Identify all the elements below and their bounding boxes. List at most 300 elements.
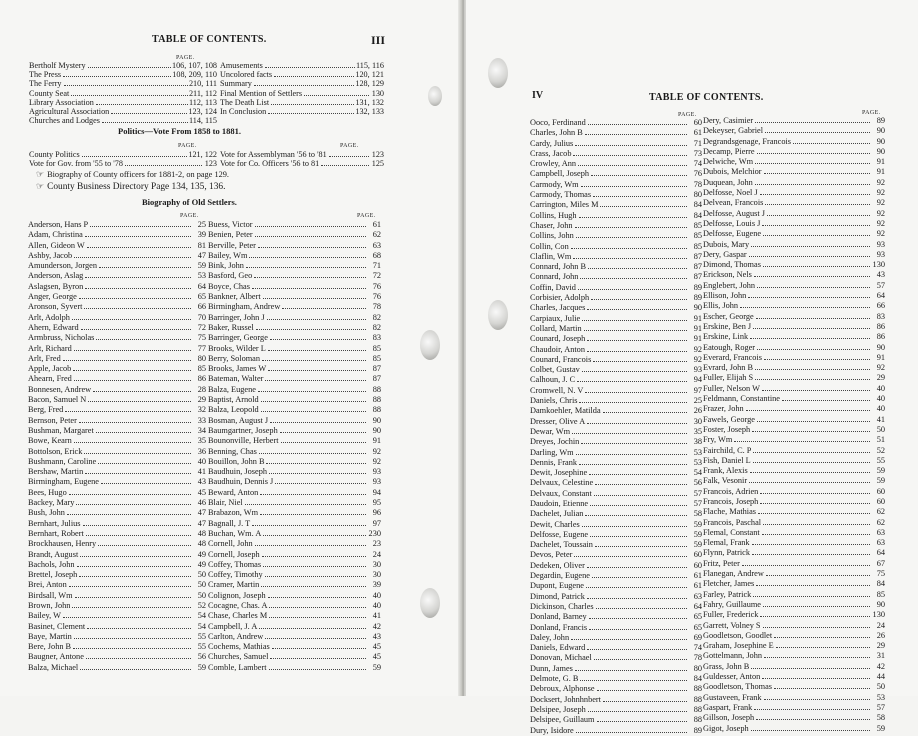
entry-name: Fahry, Guillaume xyxy=(703,599,761,609)
toc-entry xyxy=(208,591,381,601)
entry-name: Delvaux, Constant xyxy=(530,488,592,498)
toc-entry xyxy=(530,427,702,437)
leader-dots xyxy=(275,483,366,484)
entry-name: Charles, John B xyxy=(530,128,583,138)
toc-entry xyxy=(208,457,381,467)
leader-dots xyxy=(765,204,870,205)
entry-page: 90 xyxy=(372,415,381,425)
entry-page: 57 xyxy=(876,280,885,290)
toc-entry xyxy=(208,632,381,642)
entry-page: 59 xyxy=(197,662,206,672)
leader-dots xyxy=(255,236,366,237)
entry-page: 39 xyxy=(197,230,206,240)
entry-name: Balza, Eugene xyxy=(208,384,256,394)
entry-page: 24 xyxy=(876,620,885,630)
leader-dots xyxy=(748,297,870,298)
entry-name: Brettel, Joseph xyxy=(28,570,78,580)
leader-dots xyxy=(69,494,191,495)
entry-name: Baudhuin, Joseph xyxy=(208,467,267,477)
entry-page: 58 xyxy=(693,509,702,519)
leader-dots xyxy=(587,567,687,568)
entry-name: Armbruss, Nicholas xyxy=(28,333,95,343)
entry-page: 89 xyxy=(693,282,702,292)
toc-entry xyxy=(208,467,381,477)
entry-name: Donland, Francis xyxy=(530,622,588,632)
toc-entry xyxy=(208,426,381,436)
toc-entry xyxy=(703,631,885,641)
entry-page: 58 xyxy=(876,713,885,723)
leader-dots xyxy=(282,308,366,309)
toc-entry xyxy=(208,436,381,446)
leader-dots xyxy=(266,463,366,464)
leader-dots xyxy=(88,401,191,402)
toc-entry xyxy=(220,79,384,88)
toc-entry xyxy=(28,405,206,415)
entry-name: Counard, Francois xyxy=(530,354,592,364)
entry-page: 108, 209, 110 xyxy=(172,70,217,80)
col-header: PAGE. xyxy=(340,143,359,149)
entry-name: Apple, Jacob xyxy=(28,364,72,374)
toc-entry xyxy=(28,333,206,343)
leader-dots xyxy=(74,442,191,443)
leader-dots xyxy=(249,257,366,258)
bio-officers-note xyxy=(36,169,229,180)
entry-page: 41 xyxy=(197,467,206,477)
entry-name: Balza, Leopold xyxy=(208,405,259,415)
entry-page: 62 xyxy=(876,517,885,527)
entry-page: 85 xyxy=(372,353,381,363)
toc-entry xyxy=(530,396,702,406)
entry-page: 30 xyxy=(372,570,381,580)
entry-name: Dimond, Thomas xyxy=(703,260,761,270)
leader-dots xyxy=(596,608,687,609)
toc-entry xyxy=(208,374,381,384)
entry-page: 91 xyxy=(876,167,885,177)
entry-page: 85 xyxy=(876,589,885,599)
entry-page: 40 xyxy=(876,404,885,414)
leader-dots xyxy=(96,104,188,105)
entry-name: Cromwell, N. V xyxy=(530,385,584,395)
toc-entry xyxy=(703,219,885,229)
leader-dots xyxy=(573,258,687,259)
toc-entry xyxy=(29,70,217,79)
entry-page: 42 xyxy=(876,661,885,671)
entry-page: 51 xyxy=(876,435,885,445)
entry-page: 59 xyxy=(693,540,702,550)
entry-page: 36 xyxy=(197,446,206,456)
entry-page: 67 xyxy=(876,558,885,568)
toc-entry xyxy=(703,528,885,538)
entry-name: Everard, Francois xyxy=(703,352,762,362)
entry-name: Cardy, Julius xyxy=(530,138,574,148)
entry-name: Degardin, Eugene xyxy=(530,571,590,581)
toc-entry xyxy=(530,695,702,705)
leader-dots xyxy=(578,289,687,290)
leader-dots xyxy=(281,442,366,443)
entry-page: 130 xyxy=(371,88,384,98)
leader-dots xyxy=(579,217,687,218)
leader-dots xyxy=(63,617,191,618)
leader-dots xyxy=(81,329,191,330)
entry-page: 210, 111 xyxy=(188,79,217,89)
toc-entry xyxy=(703,373,885,383)
leader-dots xyxy=(576,237,687,238)
leader-dots xyxy=(579,464,687,465)
entry-page: 50 xyxy=(197,590,206,600)
toc-entry xyxy=(530,200,702,210)
entry-page: 85 xyxy=(372,343,381,353)
entry-name: Duquean, John xyxy=(703,177,753,187)
toc-entry xyxy=(208,271,381,281)
entry-name: Churches and Lodges xyxy=(29,116,100,126)
leader-dots xyxy=(73,648,191,649)
entry-page: 68 xyxy=(372,250,381,260)
entry-page: 81 xyxy=(197,240,206,250)
entry-page: 93 xyxy=(876,249,885,259)
leader-dots xyxy=(259,628,366,629)
toc-entry xyxy=(28,374,206,384)
entry-name: Carmody, Thomas xyxy=(530,190,592,200)
leader-dots xyxy=(329,156,369,157)
toc-entry xyxy=(530,633,702,643)
entry-page: 48 xyxy=(197,528,206,538)
entry-name: Bonnesen, Andrew xyxy=(28,384,92,394)
leader-dots xyxy=(82,156,188,157)
entry-page: 76 xyxy=(372,292,381,302)
toc-entry xyxy=(208,241,381,251)
leader-dots xyxy=(755,184,870,185)
entry-name: Basinet, Clement xyxy=(28,621,86,631)
toc-entry xyxy=(29,98,217,107)
entry-name: Francois, Joseph xyxy=(703,496,759,506)
entry-page: 56 xyxy=(693,478,702,488)
entry-page: 125 xyxy=(371,159,384,169)
toc-entry xyxy=(28,323,206,333)
leader-dots xyxy=(776,647,870,648)
toc-entry xyxy=(703,167,885,177)
toc-entry xyxy=(703,559,885,569)
toc-entry xyxy=(28,447,206,457)
leader-dots xyxy=(74,380,191,381)
entry-page: 230 xyxy=(368,528,381,538)
entry-name: Guldesser, Anton xyxy=(703,672,761,682)
entry-page: 29 xyxy=(197,395,206,405)
leader-dots xyxy=(755,122,870,123)
toc-entry xyxy=(530,221,702,231)
entry-name: Brockhausen, Henry xyxy=(28,539,97,549)
entry-page: 92 xyxy=(876,208,885,218)
col-header: PAGE. xyxy=(178,143,197,149)
toc-entry xyxy=(530,169,702,179)
leader-dots xyxy=(575,145,687,146)
entry-name: Campbell, J. A xyxy=(208,621,258,631)
entry-page: 84 xyxy=(693,210,702,220)
entry-page: 54 xyxy=(693,468,702,478)
toc-entry xyxy=(28,601,206,611)
entry-name: Ahearn, Fred xyxy=(28,374,72,384)
leader-dots xyxy=(751,730,870,731)
entry-page: 96 xyxy=(372,508,381,518)
entry-name: County Seat xyxy=(29,88,70,98)
entry-name: Barringer, John J xyxy=(208,312,265,322)
entry-name: Arlt, Fred xyxy=(28,353,61,363)
leader-dots xyxy=(85,236,191,237)
leader-dots xyxy=(753,462,870,463)
leader-dots xyxy=(271,104,354,105)
entry-name: Brooks, James W xyxy=(208,364,267,374)
entry-name: Amusements xyxy=(220,61,263,70)
leader-dots xyxy=(268,113,354,114)
leader-dots xyxy=(268,597,366,598)
entry-page: 26 xyxy=(693,406,702,416)
toc-entry xyxy=(703,610,885,620)
entry-page: 92 xyxy=(876,229,885,239)
entry-name: Donland, Barney xyxy=(530,612,587,622)
leader-dots xyxy=(125,165,202,166)
entry-name: Dury, Isidore xyxy=(530,725,574,735)
entry-page: 60 xyxy=(693,118,702,127)
entry-name: Dreyes, Jochin xyxy=(530,437,580,447)
entry-name: Dewar, Wm xyxy=(530,426,571,436)
toc-entry xyxy=(28,519,206,529)
leader-dots xyxy=(764,359,870,360)
entry-name: Baye, Martin xyxy=(28,631,72,641)
toc-entry xyxy=(29,79,217,88)
entry-name: Chaser, John xyxy=(530,220,573,230)
toc-entry xyxy=(703,662,885,672)
toc-entry xyxy=(703,621,885,631)
entry-page: 70 xyxy=(197,312,206,322)
toc-entry xyxy=(703,538,885,548)
entry-page: 60 xyxy=(876,486,885,496)
toc-entry xyxy=(530,592,702,602)
entry-page: 30 xyxy=(372,559,381,569)
entry-page: 85 xyxy=(693,241,702,251)
leader-dots xyxy=(589,618,687,619)
entry-name: Birdsall, Wm xyxy=(28,590,73,600)
bio-title: Biography of Old Settlers. xyxy=(142,197,237,207)
toc-entry xyxy=(703,157,885,167)
entry-page: 43 xyxy=(876,270,885,280)
entry-name: Dubois, Mary xyxy=(703,239,750,249)
entry-name: Arlt, Richard xyxy=(28,343,72,353)
toc-entry xyxy=(28,580,206,590)
entry-name: Carrington, Miles M xyxy=(530,200,599,210)
entry-name: Library Association xyxy=(29,97,94,107)
entry-name: Ooco, Ferdinand xyxy=(530,118,586,127)
leader-dots xyxy=(742,565,870,566)
entry-name: Basford, Geo xyxy=(208,271,253,281)
toc-entry xyxy=(703,301,885,311)
entry-name: The Death List xyxy=(220,97,270,107)
entry-page: 77 xyxy=(197,343,206,353)
entry-page: 80 xyxy=(197,353,206,363)
entry-page: 44 xyxy=(876,672,885,682)
entry-name: Brei, Anton xyxy=(28,580,67,590)
entry-page: 65 xyxy=(693,622,702,632)
pointing-hand-icon: ☞ xyxy=(36,181,45,191)
leader-dots xyxy=(587,598,687,599)
entry-page: 94 xyxy=(693,375,702,385)
leader-dots xyxy=(588,124,687,125)
entry-name: Blair, Niel xyxy=(208,498,243,508)
entry-name: Daudoin, Etienne xyxy=(530,498,589,508)
entry-name: Berville, Peter xyxy=(208,240,256,250)
entry-name: Bernhart, Julius xyxy=(28,518,81,528)
leader-dots xyxy=(268,370,366,371)
entry-name: Aslagsen, Byron xyxy=(28,281,84,291)
leader-dots xyxy=(79,298,191,299)
toc-entry xyxy=(208,333,381,343)
toc-entry xyxy=(703,579,885,589)
entry-name: Brown, John xyxy=(28,600,71,610)
leader-dots xyxy=(111,113,187,114)
toc-entry xyxy=(530,293,702,303)
col-header: PAGE. xyxy=(180,213,199,219)
toc-entry xyxy=(703,466,885,476)
leader-dots xyxy=(274,76,354,77)
entry-name: Bushman, Margaret xyxy=(28,425,94,435)
entry-name: Fry, Wm xyxy=(703,435,733,445)
entry-page: 97 xyxy=(372,518,381,528)
entry-name: Delsipee, Guillaum xyxy=(530,715,595,725)
leader-dots xyxy=(603,701,687,702)
entry-name: Flynn, Patrick xyxy=(703,548,751,558)
toc-entry xyxy=(703,147,885,157)
toc-entry xyxy=(220,98,384,107)
entry-name: Bateman, Walter xyxy=(208,374,264,384)
entry-name: Flache, Mathias xyxy=(703,507,756,517)
entry-name: Francois, Adrien xyxy=(703,486,759,496)
toc-entry xyxy=(28,395,206,405)
entry-page: 78 xyxy=(372,302,381,312)
entry-name: Bink, John xyxy=(208,261,244,271)
entry-name: Bershaw, Martin xyxy=(28,467,84,477)
toc-entry xyxy=(208,529,381,539)
entry-name: Delfosse, Louis J xyxy=(703,218,761,228)
entry-page: 93 xyxy=(876,239,885,249)
leader-dots xyxy=(753,596,870,597)
entry-page: 59 xyxy=(876,723,885,733)
leader-dots xyxy=(84,308,191,309)
toc-entry xyxy=(208,622,381,632)
toc-entry xyxy=(530,623,702,633)
entry-name: Bouillon, John B xyxy=(208,456,265,466)
entry-page: 53 xyxy=(693,457,702,467)
toc-entry xyxy=(208,282,381,292)
toc-entry xyxy=(703,476,885,486)
leader-dots xyxy=(749,482,870,483)
right-page-number: IV xyxy=(532,90,544,101)
entry-page: 35 xyxy=(693,426,702,436)
toc-entry xyxy=(208,302,381,312)
leader-dots xyxy=(587,423,687,424)
entry-page: 63 xyxy=(876,538,885,548)
toc-entry xyxy=(28,457,206,467)
entry-name: Dachelet, Julian xyxy=(530,509,584,519)
leader-dots xyxy=(764,699,870,700)
entry-page: 40 xyxy=(876,394,885,404)
entry-page: 90 xyxy=(693,303,702,313)
leader-dots xyxy=(579,402,687,403)
leader-dots xyxy=(256,329,366,330)
toc-entry xyxy=(208,663,381,673)
entry-name: Connard, John xyxy=(530,272,579,282)
leader-dots xyxy=(752,431,870,432)
entry-name: Summary xyxy=(220,79,252,89)
entry-name: Final Mention of Settlers xyxy=(220,88,303,98)
toc-entry xyxy=(530,448,702,458)
entry-page: 54 xyxy=(197,611,206,621)
toc-entry xyxy=(703,240,885,250)
entry-name: Gaspart, Frank xyxy=(703,702,753,712)
entry-name: Benning, Chas xyxy=(208,446,257,456)
toc-entry xyxy=(208,395,381,405)
leader-dots xyxy=(261,586,366,587)
entry-name: Dewit, Josephine xyxy=(530,468,588,478)
entry-name: Corbisier, Adolph xyxy=(530,293,590,303)
toc-entry xyxy=(703,590,885,600)
entry-page: 61 xyxy=(693,571,702,581)
leader-dots xyxy=(96,339,191,340)
entry-page: 83 xyxy=(372,333,381,343)
entry-page: 92 xyxy=(876,198,885,208)
toc-entry xyxy=(703,209,885,219)
leader-dots xyxy=(763,606,870,607)
leader-dots xyxy=(597,690,687,691)
leader-dots xyxy=(591,299,687,300)
entry-name: Barringer, George xyxy=(208,333,268,343)
leader-dots xyxy=(245,504,366,505)
left-page-number: III xyxy=(371,33,386,47)
entry-name: The Press xyxy=(29,70,62,80)
entry-name: Bankner, Albert xyxy=(208,292,261,302)
entry-name: Carmody, Wm xyxy=(530,179,579,189)
toc-entry xyxy=(703,250,885,260)
toc-entry xyxy=(28,550,206,560)
entry-name: Comble, Lambert xyxy=(208,662,267,672)
leader-dots xyxy=(760,616,870,617)
entry-page: 90 xyxy=(876,342,885,352)
entry-page: 78 xyxy=(693,653,702,663)
toc-entry xyxy=(28,611,206,621)
entry-page: 86 xyxy=(876,321,885,331)
leader-dots xyxy=(269,607,366,608)
toc-entry xyxy=(703,363,885,373)
toc-entry xyxy=(703,693,885,703)
entry-name: Boyce, Chas xyxy=(208,281,250,291)
entry-name: Collins, Hugh xyxy=(530,210,577,220)
entry-name: Bush, John xyxy=(28,508,65,518)
entry-name: Delfosse, Eugene xyxy=(530,529,589,539)
toc-entry xyxy=(220,107,384,116)
entry-page: 76 xyxy=(693,169,702,179)
toc-entry xyxy=(208,405,381,415)
entry-page: 130 xyxy=(872,260,885,270)
leader-dots xyxy=(270,422,366,423)
leader-dots xyxy=(740,307,870,308)
toc-entry xyxy=(703,281,885,291)
leader-dots xyxy=(77,566,191,567)
entry-name: Bagnall, J. T xyxy=(208,518,251,528)
entry-page: 88 xyxy=(693,684,702,694)
leader-dots xyxy=(578,165,687,166)
entry-name: Bailey, Wm xyxy=(208,250,248,260)
toc-entry xyxy=(530,149,702,159)
toc-entry xyxy=(28,632,206,642)
toc-entry xyxy=(703,394,885,404)
entry-name: Delmote, G. B xyxy=(530,674,579,684)
